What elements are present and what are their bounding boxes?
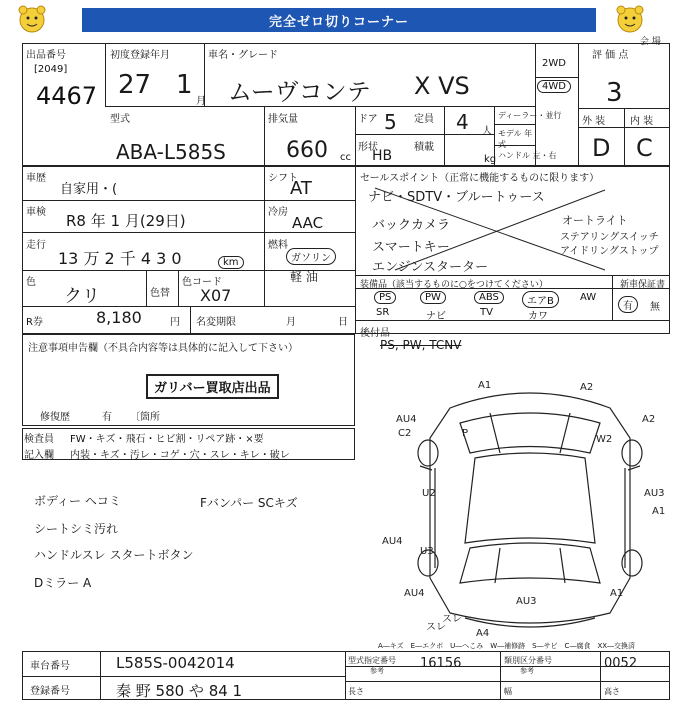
sales-point-2: バックカメラ — [372, 218, 451, 233]
equip-tv: TV — [480, 307, 493, 318]
mileage-value: 13 万 2 千 4 3 0 — [58, 249, 182, 268]
mascot-right-icon — [612, 3, 648, 37]
equip-navi: ナビ — [426, 311, 446, 322]
recycle-label: R券 — [26, 317, 43, 328]
color-change-label: 色替 — [150, 288, 170, 299]
sales-points-label: セールスポイント（正常に機能するものに限ります） — [360, 173, 600, 184]
mascot-left-icon — [14, 3, 50, 37]
damage-mark-18: A4 — [476, 628, 490, 639]
model-year-label: モデル 年式 — [498, 129, 533, 149]
displacement-unit: cc — [340, 152, 351, 163]
damage-mark-17: スレ — [442, 614, 462, 625]
score-int-value: C — [636, 134, 653, 162]
score-label: 評 価 点 — [592, 50, 629, 61]
damage-mark-4: C2 — [398, 428, 412, 439]
drive-4wd: 4WD — [537, 80, 571, 93]
length-label: 長さ — [348, 687, 364, 696]
banner-title: 完全ゼロ切りコーナー — [82, 8, 596, 32]
damage-mark-15: A1 — [610, 588, 624, 599]
shape-label: 形状 — [358, 142, 378, 153]
mileage-label: 走行 — [26, 240, 46, 251]
shift-label: シフト — [268, 173, 298, 184]
score-ext-label: 外 装 — [582, 116, 606, 127]
damage-mark-3: AU4 — [396, 414, 417, 425]
damage-mark-7: A2 — [642, 414, 656, 425]
equip-abs: ABS — [474, 291, 504, 304]
registration-year: 27 — [118, 70, 152, 100]
sales-point-4: エンジンスターター — [372, 260, 488, 275]
name-change-month: 月 — [286, 317, 296, 328]
model-value: ABA-L585S — [116, 140, 226, 164]
reg-number-label: 登録番号 — [30, 686, 70, 697]
name-change-day: 日 — [338, 317, 348, 328]
doors-value: 5 — [384, 110, 397, 134]
chassis-value: L585S-0042014 — [116, 654, 235, 672]
displacement-value: 660 — [286, 138, 328, 163]
equip-pw: PW — [420, 291, 446, 304]
equip-sr: SR — [376, 307, 390, 318]
inspection-value: R8 年 1 月(29日) — [66, 212, 186, 230]
warranty-no: 無 — [650, 302, 660, 313]
side-note: Fバンパー SCキズ — [200, 496, 298, 510]
hand-note-3: ハンドルスレ スタートボタン — [34, 548, 194, 562]
ac-label: 冷房 — [268, 207, 288, 218]
ref-label: 参考 — [370, 667, 384, 675]
inspection-label: 車検 — [26, 207, 46, 218]
handle-label: ハンドル 左・右 — [498, 151, 557, 160]
sales-point-3: スマートキー — [372, 240, 450, 255]
name-change-label: 名変期限 — [196, 317, 236, 328]
color-value: クリ — [64, 286, 100, 307]
fuel-gasoline: ガソリン — [286, 248, 336, 265]
color-code: X07 — [200, 286, 232, 305]
damage-mark-11: AU4 — [382, 536, 403, 547]
score-ext-value: D — [592, 134, 611, 162]
history-value: 自家用・( — [60, 182, 118, 197]
damage-legend: A―キズ E―エクボ U―へこみ W―補修跡 S―サビ C―腐食 XX―交換済 — [378, 642, 636, 650]
damage-mark-2: A2 — [580, 382, 594, 393]
ac-value: AAC — [292, 214, 324, 232]
width-label: 幅 — [504, 687, 512, 696]
capacity-label: 定員 — [414, 114, 434, 125]
registration-label: 初度登録年月 — [110, 50, 170, 61]
notes-stamp: ガリバー買取店出品 — [146, 374, 279, 399]
score-int-label: 内 装 — [630, 116, 654, 127]
equip-aw: AW — [580, 292, 597, 303]
warranty-yes: 有 — [618, 296, 638, 313]
displacement-label: 排気量 — [268, 114, 298, 125]
type-designation-label: 型式指定番号 — [348, 656, 396, 665]
aftermarket-note: PS, PW, TCNV — [380, 338, 462, 352]
chassis-label: 車台番号 — [30, 661, 70, 672]
sales-point-7: アイドリングストップ — [560, 246, 659, 257]
recycle-amount: 8,180 — [96, 308, 142, 327]
lot-number: 4467 — [36, 82, 98, 110]
sales-points-strike — [355, 180, 670, 275]
height-label: 高さ — [604, 687, 620, 696]
registration-month-unit: 月 — [196, 96, 206, 107]
equipment-label: 装備品（該当するものに○をつけてください） — [360, 280, 548, 290]
registration-month: 1 — [176, 70, 193, 100]
drive-2wd: 2WD — [542, 58, 566, 69]
equip-airbag: エアB — [522, 291, 559, 308]
hand-note-2: シートシミ汚れ — [34, 522, 119, 536]
class-label: 類別区分番号 — [504, 656, 552, 665]
doors-label: ドア — [358, 114, 378, 125]
damage-mark-16: スレ — [426, 622, 446, 633]
inspector-row-1: FW・キズ・飛石・ヒビ割・リペア跡・×要 — [70, 434, 264, 445]
notes-label: 注意事項申告欄（不具合内容等は具体的に記入して下さい） — [28, 343, 298, 354]
damage-mark-12: U3 — [420, 546, 434, 557]
inspector-row-2: 内装・キズ・汚レ・コゲ・穴・スレ・キレ・破レ — [70, 450, 290, 461]
car-damage-diagram — [380, 378, 680, 640]
warranty-label: 新車保証書 — [620, 280, 666, 290]
color-code-label: 色コード — [182, 277, 222, 288]
class-value: 0052 — [604, 656, 638, 671]
damage-mark-1: A1 — [478, 380, 492, 391]
lot-label: 出品番号 — [26, 50, 66, 61]
damage-mark-6: W2 — [596, 434, 613, 445]
color-label: 色 — [26, 277, 36, 288]
reg-number-value: 秦 野 580 や 84 1 — [116, 682, 243, 700]
history-label: 車歴 — [26, 173, 46, 184]
damage-mark-14: AU3 — [516, 596, 537, 607]
hand-note-1: ボディー ヘコミ — [34, 494, 121, 508]
type-designation-value: 16156 — [420, 656, 462, 671]
damage-mark-8: U2 — [422, 488, 436, 499]
sales-point-1: ナビ・SDTV・ブルートゥース — [368, 190, 545, 205]
score-value: 3 — [606, 78, 623, 108]
fuel-label: 燃料 — [268, 240, 288, 251]
lot-code: [2049] — [34, 64, 68, 75]
ref2-label: 参考 — [520, 667, 534, 675]
hand-note-4: Dミラー A — [34, 576, 92, 590]
sales-point-5: オートライト — [562, 214, 628, 227]
damage-mark-9: AU3 — [644, 488, 665, 499]
venue-fragment: 会 場 — [640, 37, 661, 47]
dealer-label: ディーラー・並行 — [498, 111, 562, 120]
car-name-label: 車名・グレード — [208, 50, 278, 61]
fuel-diesel: 軽 油 — [290, 270, 318, 284]
load-unit: kg — [484, 154, 497, 165]
capacity-value: 4 — [456, 110, 469, 134]
capacity-unit: 人 — [482, 126, 492, 137]
sales-point-6: ステアリングスイッチ — [560, 232, 659, 243]
mileage-unit: km — [218, 256, 244, 269]
damage-mark-13: AU4 — [404, 588, 425, 599]
shift-value: AT — [290, 178, 312, 199]
load-label: 積載 — [414, 142, 434, 153]
equip-leather: カワ — [528, 311, 548, 322]
damage-mark-5: P — [462, 428, 469, 439]
recycle-unit: 円 — [170, 317, 180, 328]
repair-location: 〔箇所 — [130, 412, 160, 423]
inspector-label-2: 記入欄 — [24, 450, 54, 461]
shape-value: HB — [372, 148, 393, 164]
inspector-label-1: 検査員 — [24, 434, 54, 445]
repair-value: 有 — [102, 412, 112, 423]
equip-ps: PS — [374, 291, 396, 304]
repair-label: 修復歴 — [40, 412, 70, 423]
damage-mark-10: A1 — [652, 506, 666, 517]
car-name: ムーヴコンテ — [228, 78, 371, 106]
model-label: 型式 — [110, 114, 130, 125]
aftermarket-label: 後付品 — [360, 328, 390, 339]
car-grade: X VS — [414, 72, 470, 100]
